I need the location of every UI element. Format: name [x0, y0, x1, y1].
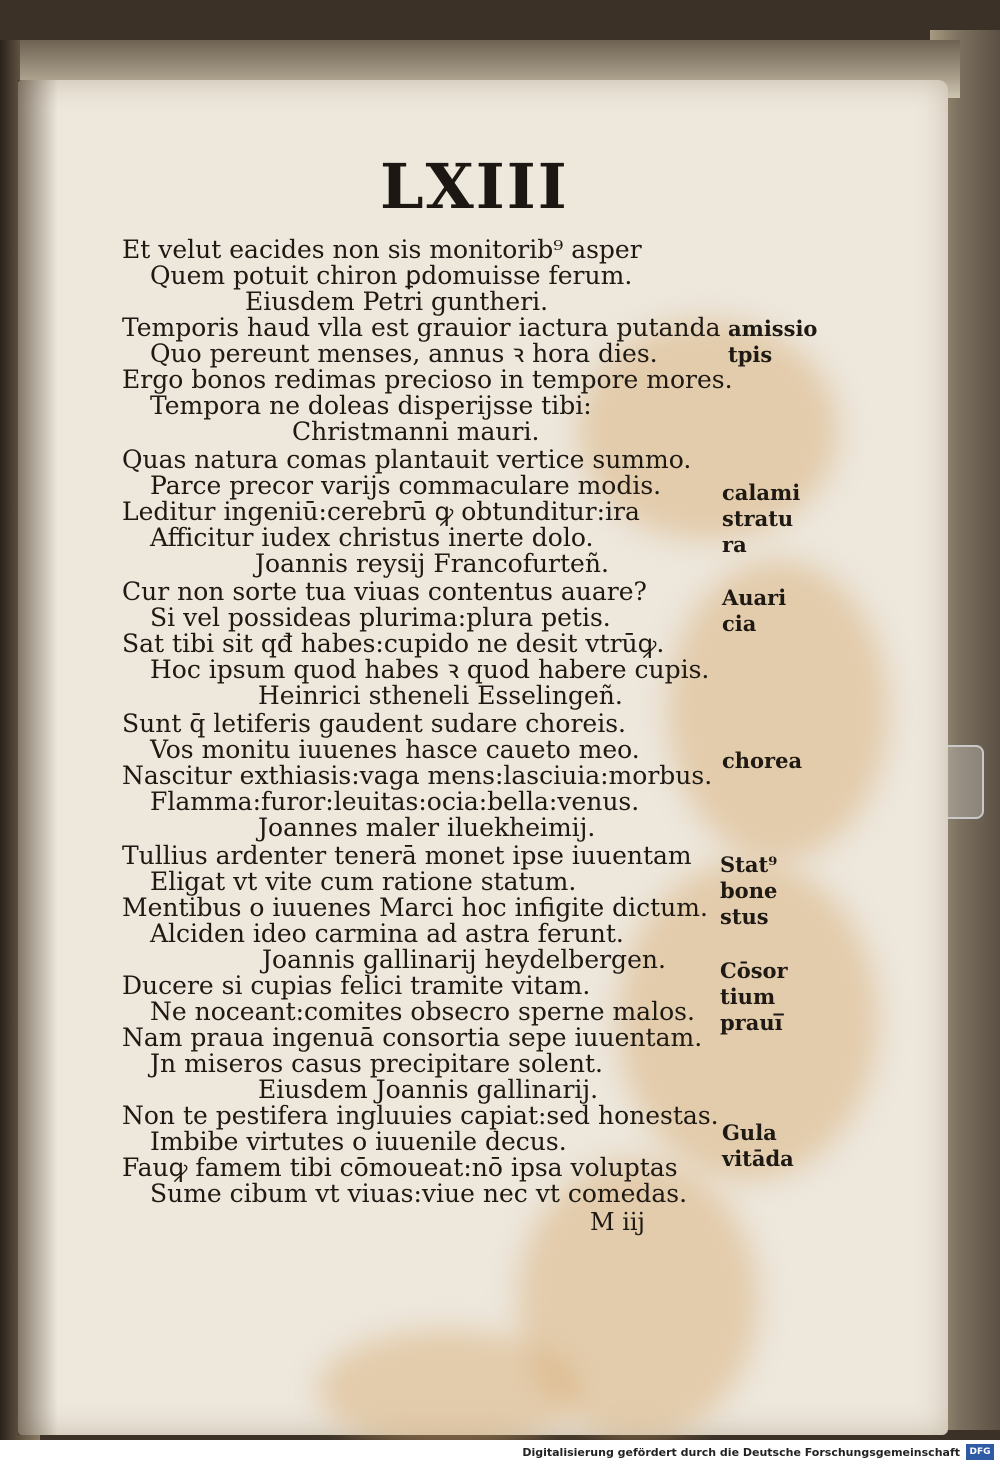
text-line: Alciden ideo carmina ad astra ferunt.: [150, 919, 624, 948]
text-line: Sat tibi sit qđ habes:cupido ne desit vtrūꝙ.: [122, 629, 665, 658]
margin-note: chorea: [722, 748, 803, 773]
text-line: Nam praua ingenuā consortia sepe iuuentam.: [122, 1023, 703, 1052]
text-line: Sume cibum vt viuas:viue nec vt comedas.: [150, 1179, 688, 1208]
text-line: Sunt q̄ letiferis gaudent sudare choreis.: [122, 709, 626, 738]
text-line: Flamma:furor:leuitas:ocia:bella:venus.: [150, 787, 640, 816]
text-line: Mentibus o iuuenes Marci hoc infigite dictum.: [122, 893, 708, 922]
text-line: Temporis haud vlla est grauior iactura putanda: [122, 313, 721, 342]
margin-note: Cōsor tium praui̅: [720, 958, 788, 1035]
credit-text: Digitalisierung gefördert durch die Deutsche Forschungsgemeinschaft: [522, 1446, 960, 1459]
text-line: Jn miseros casus precipitare solent.: [150, 1049, 603, 1078]
text-line: Ergo bonos redimas precioso in tempore mores.: [122, 365, 733, 394]
text-line: Joannis gallinarij heydelbergen.: [262, 945, 666, 974]
text-line: Tempora ne doleas disperijsse tibi:: [150, 391, 592, 420]
text-line: Eligat vt vite cum ratione statum.: [150, 867, 577, 896]
text-line: Hoc ipsum quod habes ꝛ quod habere cupis.: [150, 655, 710, 684]
text-line: Christmanni mauri.: [292, 417, 540, 446]
credit-bar: [0, 1440, 1000, 1466]
text-line: Tullius ardenter tenerā monet ipse iuuentam: [122, 841, 692, 870]
gutter-shadow: [18, 80, 58, 1435]
text-line: Quo pereunt menses, annus ꝛ hora dies.: [150, 339, 658, 368]
text-line: Eiusdem Joannis gallinarij.: [258, 1075, 599, 1104]
text-line: Joannes maler iluekheimij.: [258, 813, 596, 842]
text-line: Ne noceant:comites obsecro sperne malos.: [150, 997, 695, 1026]
margin-note: Stat⁹ bone stus: [720, 852, 778, 929]
text-line: Cur non sorte tua viuas contentus auare?: [122, 577, 647, 606]
text-line: Vos monitu iuuenes hasce caueto meo.: [150, 735, 640, 764]
text-line: Ducere si cupias felici tramite vitam.: [122, 971, 591, 1000]
text-line: Non te pestifera ingluuies capiat:sed honestas.: [122, 1101, 719, 1130]
text-line: Heinrici stheneli Esselingeñ.: [258, 681, 623, 710]
margin-note: Gula vitāda: [722, 1120, 794, 1171]
text-line: Fauꝙ famem tibi cōmoueat:nō ipsa voluptas: [122, 1153, 678, 1182]
text-line: Quem potuit chiron ꝑdomuisse ferum.: [150, 261, 633, 290]
text-line: Eiusdem Petri guntheri.: [245, 287, 549, 316]
text-line: Parce precor varijs commaculare modis.: [150, 471, 662, 500]
text-line: Et velut eacides non sis monitorib⁹ asper: [122, 235, 642, 264]
folio-number: LXIII: [380, 150, 569, 223]
margin-note: Auari cia: [722, 585, 787, 636]
dfg-logo: DFG: [966, 1444, 994, 1460]
text-line: Imbibe virtutes o iuuenile decus.: [150, 1127, 567, 1156]
text-line: Afficitur iudex christus inerte dolo.: [150, 523, 594, 552]
text-line: Joannis reysij Francofurteñ.: [255, 549, 609, 578]
text-line: Leditur ingeniū:cerebrū ꝙ obtunditur:ira: [122, 497, 640, 526]
text-line: Quas natura comas plantauit vertice summo.: [122, 445, 692, 474]
text-line: Si vel possideas plurima:plura petis.: [150, 603, 611, 632]
signature-mark: M iij: [590, 1208, 645, 1236]
margin-note: amissio tpis: [728, 316, 818, 367]
water-stain: [318, 1330, 578, 1440]
text-line: Nascitur exthiasis:vaga mens:lasciuia:morbus.: [122, 761, 713, 790]
margin-note: calami stratu ra: [722, 480, 801, 557]
